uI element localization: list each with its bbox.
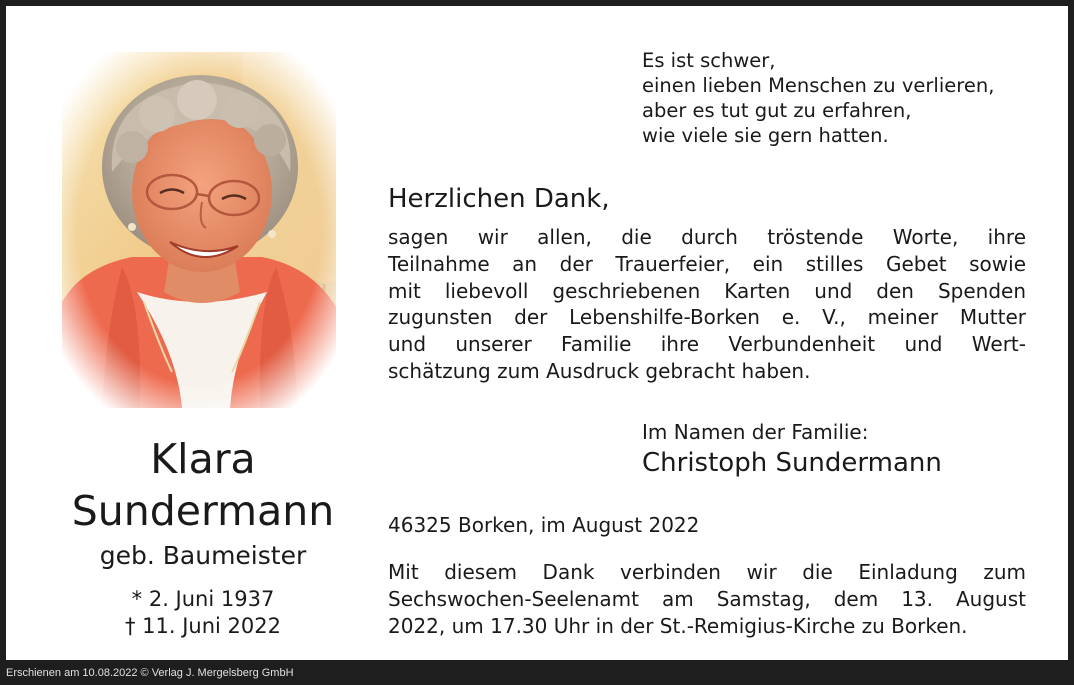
- poem: [642, 48, 994, 148]
- thanks-paragraph: [388, 224, 1026, 385]
- place-date: 46325 Borken, im August 2022: [388, 513, 700, 537]
- signature-name: Christoph Sundermann: [642, 448, 942, 478]
- birth-date: * 2. Juni 1937: [131, 587, 275, 611]
- first-name: Klara: [150, 435, 256, 483]
- signature-label: Im Namen der Familie:: [642, 420, 869, 444]
- thanks-line: mit liebevoll geschriebenen Karten und den Spenden: [388, 278, 1026, 303]
- maiden-name: geb. Baumeister: [99, 541, 307, 570]
- invitation-line: 2022, um 17.30 Uhr in der St.-Remigius-Kirche zu Borken.: [388, 613, 968, 638]
- obituary-card: [6, 6, 1068, 660]
- thanks-line: und unserer Familie ihre Verbundenheit und Wert-: [388, 332, 1026, 357]
- portrait-photo: [62, 52, 336, 408]
- poem-line: aber es tut gut zu erfahren,: [642, 99, 912, 122]
- publication-footer: Erschienen am 10.08.2022 © Verlag J. Mergelsberg GmbH: [6, 667, 294, 679]
- thanks-line: schätzung zum Ausdruck gebracht haben.: [388, 358, 811, 383]
- invitation-line: Mit diesem Dank verbinden wir die Einladung zum: [388, 560, 1026, 584]
- poem-line: einen lieben Menschen zu verlieren,: [642, 74, 995, 97]
- poem-line: Es ist schwer,: [642, 49, 776, 72]
- death-date: † 11. Juni 2022: [124, 614, 281, 638]
- thanks-line: sagen wir allen, die durch tröstende Worte, ihre: [388, 225, 1026, 249]
- thanks-heading: Herzlichen Dank,: [388, 184, 610, 214]
- invitation-paragraph: [388, 559, 1026, 639]
- thanks-line: zugunsten der Lebenshilfe-Borken e. V., meiner Mutter: [388, 305, 1026, 330]
- invitation-line: Sechswochen-Seelenamt am Samstag, dem 13. August: [388, 586, 1026, 611]
- thanks-line: Teilnahme an der Trauerfeier, ein stilles Gebet sowie: [388, 251, 1026, 276]
- poem-line: wie viele sie gern hatten.: [642, 124, 889, 147]
- last-name: Sundermann: [71, 487, 335, 535]
